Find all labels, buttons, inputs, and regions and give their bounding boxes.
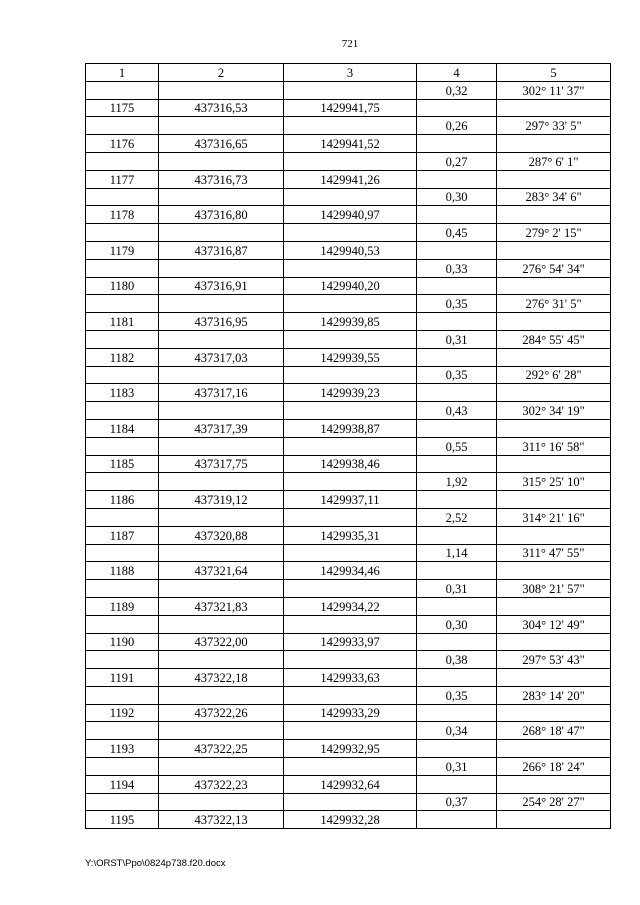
table-row [86, 206, 611, 224]
bearing-cell [497, 491, 611, 509]
bearing-cell: 311° 47' 55" [497, 544, 611, 562]
distance-cell [417, 562, 497, 580]
distance-cell: 0,31 [417, 758, 497, 776]
point-number-cell: 1176 [86, 135, 159, 153]
distance-cell [417, 526, 497, 544]
bearing-cell: 314° 21' 16" [497, 508, 611, 526]
distance-cell [417, 277, 497, 295]
bearing-cell [497, 313, 611, 331]
table-row [86, 366, 611, 384]
distance-cell: 0,27 [417, 152, 497, 170]
x-coordinate-cell [159, 758, 284, 776]
y-coordinate-cell [284, 295, 417, 313]
x-coordinate-cell: 437320,88 [159, 526, 284, 544]
x-coordinate-cell [159, 793, 284, 811]
x-coordinate-cell: 437322,13 [159, 811, 284, 829]
y-coordinate-cell: 1429933,29 [284, 704, 417, 722]
point-number-cell [86, 366, 159, 384]
point-number-cell: 1185 [86, 455, 159, 473]
y-coordinate-cell: 1429934,46 [284, 562, 417, 580]
point-number-cell: 1180 [86, 277, 159, 295]
y-coordinate-cell: 1429935,31 [284, 526, 417, 544]
bearing-cell [497, 277, 611, 295]
table-row [86, 259, 611, 277]
distance-cell [417, 597, 497, 615]
y-coordinate-cell: 1429937,11 [284, 491, 417, 509]
distance-cell: 0,35 [417, 295, 497, 313]
y-coordinate-cell [284, 437, 417, 455]
table-row [86, 615, 611, 633]
distance-cell: 0,30 [417, 188, 497, 206]
x-coordinate-cell: 437319,12 [159, 491, 284, 509]
bearing-cell [497, 562, 611, 580]
table-row [86, 313, 611, 331]
distance-cell [417, 348, 497, 366]
table-row [86, 740, 611, 758]
x-coordinate-cell [159, 508, 284, 526]
table-row [86, 473, 611, 491]
bearing-cell [497, 597, 611, 615]
x-coordinate-cell [159, 330, 284, 348]
x-coordinate-cell: 437322,25 [159, 740, 284, 758]
distance-cell: 0,32 [417, 81, 497, 99]
column-header: 4 [417, 64, 497, 82]
point-number-cell [86, 295, 159, 313]
point-number-cell [86, 544, 159, 562]
distance-cell [417, 775, 497, 793]
bearing-cell: 315° 25' 10" [497, 473, 611, 491]
bearing-cell: 287° 6' 1" [497, 152, 611, 170]
point-number-cell [86, 758, 159, 776]
bearing-cell: 308° 21' 57" [497, 580, 611, 598]
point-number-cell: 1186 [86, 491, 159, 509]
point-number-cell: 1189 [86, 597, 159, 615]
table-row [86, 437, 611, 455]
x-coordinate-cell: 437316,95 [159, 313, 284, 331]
table-row [86, 224, 611, 242]
table-row [86, 508, 611, 526]
y-coordinate-cell [284, 188, 417, 206]
y-coordinate-cell [284, 722, 417, 740]
distance-cell [417, 99, 497, 117]
bearing-cell: 297° 53' 43" [497, 651, 611, 669]
table-row [86, 402, 611, 420]
distance-cell: 0,35 [417, 686, 497, 704]
point-number-cell [86, 580, 159, 598]
distance-cell: 0,33 [417, 259, 497, 277]
y-coordinate-cell: 1429940,97 [284, 206, 417, 224]
bearing-cell [497, 348, 611, 366]
table-row [86, 330, 611, 348]
point-number-cell [86, 259, 159, 277]
x-coordinate-cell [159, 295, 284, 313]
table-row [86, 188, 611, 206]
bearing-cell: 276° 54' 34" [497, 259, 611, 277]
y-coordinate-cell: 1429941,52 [284, 135, 417, 153]
y-coordinate-cell: 1429941,26 [284, 170, 417, 188]
point-number-cell [86, 615, 159, 633]
distance-cell: 0,26 [417, 117, 497, 135]
distance-cell [417, 135, 497, 153]
x-coordinate-cell [159, 544, 284, 562]
table-row [86, 135, 611, 153]
table-row [86, 669, 611, 687]
bearing-cell [497, 455, 611, 473]
table-row [86, 704, 611, 722]
point-number-cell [86, 117, 159, 135]
table-row [86, 793, 611, 811]
point-number-cell: 1193 [86, 740, 159, 758]
distance-cell [417, 419, 497, 437]
table-row [86, 419, 611, 437]
bearing-cell [497, 99, 611, 117]
y-coordinate-cell [284, 686, 417, 704]
table-row [86, 241, 611, 259]
x-coordinate-cell: 437316,80 [159, 206, 284, 224]
table-header-row [86, 64, 611, 82]
bearing-cell: 292° 6' 28" [497, 366, 611, 384]
bearing-cell [497, 811, 611, 829]
bearing-cell [497, 740, 611, 758]
table-row [86, 384, 611, 402]
x-coordinate-cell [159, 473, 284, 491]
point-number-cell [86, 651, 159, 669]
distance-cell [417, 704, 497, 722]
distance-cell: 0,31 [417, 330, 497, 348]
point-number-cell [86, 224, 159, 242]
point-number-cell: 1183 [86, 384, 159, 402]
column-header: 5 [497, 64, 611, 82]
bearing-cell [497, 775, 611, 793]
table-row [86, 295, 611, 313]
bearing-cell: 283° 34' 6" [497, 188, 611, 206]
distance-cell: 0,37 [417, 793, 497, 811]
table-row [86, 597, 611, 615]
y-coordinate-cell [284, 259, 417, 277]
y-coordinate-cell [284, 508, 417, 526]
distance-cell: 0,55 [417, 437, 497, 455]
column-header: 1 [86, 64, 159, 82]
bearing-cell: 254° 28' 27" [497, 793, 611, 811]
y-coordinate-cell: 1429939,23 [284, 384, 417, 402]
distance-cell [417, 669, 497, 687]
x-coordinate-cell [159, 651, 284, 669]
x-coordinate-cell [159, 722, 284, 740]
bearing-cell: 297° 33' 5" [497, 117, 611, 135]
point-number-cell: 1195 [86, 811, 159, 829]
y-coordinate-cell: 1429932,64 [284, 775, 417, 793]
distance-cell: 0,34 [417, 722, 497, 740]
x-coordinate-cell: 437322,26 [159, 704, 284, 722]
distance-cell [417, 313, 497, 331]
column-header: 2 [159, 64, 284, 82]
x-coordinate-cell: 437321,64 [159, 562, 284, 580]
x-coordinate-cell: 437316,65 [159, 135, 284, 153]
y-coordinate-cell: 1429934,22 [284, 597, 417, 615]
bearing-cell [497, 419, 611, 437]
y-coordinate-cell: 1429938,87 [284, 419, 417, 437]
x-coordinate-cell [159, 615, 284, 633]
table-row [86, 811, 611, 829]
y-coordinate-cell: 1429940,53 [284, 241, 417, 259]
point-number-cell: 1191 [86, 669, 159, 687]
table-row [86, 651, 611, 669]
distance-cell: 0,38 [417, 651, 497, 669]
distance-cell: 2,52 [417, 508, 497, 526]
y-coordinate-cell [284, 330, 417, 348]
y-coordinate-cell: 1429939,55 [284, 348, 417, 366]
x-coordinate-cell: 437316,87 [159, 241, 284, 259]
point-number-cell: 1194 [86, 775, 159, 793]
bearing-cell [497, 384, 611, 402]
point-number-cell [86, 722, 159, 740]
point-number-cell [86, 508, 159, 526]
point-number-cell [86, 793, 159, 811]
x-coordinate-cell [159, 81, 284, 99]
x-coordinate-cell: 437322,23 [159, 775, 284, 793]
table-row [86, 491, 611, 509]
distance-cell [417, 491, 497, 509]
distance-cell: 0,45 [417, 224, 497, 242]
page-number: 721 [341, 38, 359, 50]
y-coordinate-cell [284, 544, 417, 562]
point-number-cell: 1182 [86, 348, 159, 366]
x-coordinate-cell: 437316,73 [159, 170, 284, 188]
column-header: 3 [284, 64, 417, 82]
y-coordinate-cell [284, 758, 417, 776]
bearing-cell [497, 241, 611, 259]
table-row [86, 455, 611, 473]
point-number-cell: 1177 [86, 170, 159, 188]
y-coordinate-cell [284, 402, 417, 420]
point-number-cell: 1179 [86, 241, 159, 259]
table-row [86, 580, 611, 598]
distance-cell [417, 811, 497, 829]
point-number-cell [86, 81, 159, 99]
distance-cell [417, 170, 497, 188]
bearing-cell: 276° 31' 5" [497, 295, 611, 313]
point-number-cell: 1175 [86, 99, 159, 117]
table-row [86, 526, 611, 544]
y-coordinate-cell [284, 473, 417, 491]
bearing-cell [497, 704, 611, 722]
point-number-cell [86, 152, 159, 170]
x-coordinate-cell [159, 152, 284, 170]
y-coordinate-cell [284, 651, 417, 669]
table-row [86, 686, 611, 704]
bearing-cell: 266° 18' 24" [497, 758, 611, 776]
x-coordinate-cell: 437317,75 [159, 455, 284, 473]
bearing-cell [497, 170, 611, 188]
distance-cell: 0,43 [417, 402, 497, 420]
bearing-cell: 283° 14' 20" [497, 686, 611, 704]
y-coordinate-cell [284, 793, 417, 811]
point-number-cell: 1190 [86, 633, 159, 651]
bearing-cell [497, 206, 611, 224]
x-coordinate-cell: 437322,00 [159, 633, 284, 651]
point-number-cell: 1178 [86, 206, 159, 224]
bearing-cell [497, 526, 611, 544]
point-number-cell: 1188 [86, 562, 159, 580]
y-coordinate-cell [284, 224, 417, 242]
table-row [86, 562, 611, 580]
x-coordinate-cell: 437317,03 [159, 348, 284, 366]
table-row [86, 99, 611, 117]
bearing-cell: 302° 34' 19" [497, 402, 611, 420]
x-coordinate-cell [159, 366, 284, 384]
distance-cell: 0,31 [417, 580, 497, 598]
point-number-cell: 1181 [86, 313, 159, 331]
distance-cell [417, 633, 497, 651]
distance-cell: 0,35 [417, 366, 497, 384]
coordinates-table [85, 63, 611, 829]
y-coordinate-cell: 1429933,63 [284, 669, 417, 687]
x-coordinate-cell: 437322,18 [159, 669, 284, 687]
y-coordinate-cell [284, 580, 417, 598]
point-number-cell [86, 437, 159, 455]
distance-cell [417, 384, 497, 402]
point-number-cell: 1192 [86, 704, 159, 722]
table-row [86, 81, 611, 99]
point-number-cell [86, 473, 159, 491]
y-coordinate-cell [284, 81, 417, 99]
x-coordinate-cell: 437316,53 [159, 99, 284, 117]
distance-cell [417, 241, 497, 259]
bearing-cell [497, 135, 611, 153]
table-row [86, 544, 611, 562]
bearing-cell: 302° 11' 37" [497, 81, 611, 99]
x-coordinate-cell: 437317,16 [159, 384, 284, 402]
table-row [86, 117, 611, 135]
y-coordinate-cell: 1429938,46 [284, 455, 417, 473]
point-number-cell: 1187 [86, 526, 159, 544]
x-coordinate-cell [159, 117, 284, 135]
bearing-cell: 304° 12' 49" [497, 615, 611, 633]
table-row [86, 348, 611, 366]
distance-cell [417, 740, 497, 758]
bearing-cell: 284° 55' 45" [497, 330, 611, 348]
distance-cell [417, 206, 497, 224]
x-coordinate-cell [159, 188, 284, 206]
table-row [86, 722, 611, 740]
file-path-footer: Y:\ORST\Ppo\0824p738.f20.docx [85, 858, 226, 869]
y-coordinate-cell [284, 366, 417, 384]
x-coordinate-cell [159, 580, 284, 598]
bearing-cell: 279° 2' 15" [497, 224, 611, 242]
y-coordinate-cell: 1429941,75 [284, 99, 417, 117]
x-coordinate-cell [159, 686, 284, 704]
table-row [86, 170, 611, 188]
x-coordinate-cell: 437321,83 [159, 597, 284, 615]
y-coordinate-cell [284, 152, 417, 170]
point-number-cell [86, 330, 159, 348]
y-coordinate-cell: 1429932,28 [284, 811, 417, 829]
table-row [86, 633, 611, 651]
point-number-cell [86, 686, 159, 704]
distance-cell: 1,92 [417, 473, 497, 491]
distance-cell: 1,14 [417, 544, 497, 562]
y-coordinate-cell: 1429940,20 [284, 277, 417, 295]
table-row [86, 277, 611, 295]
y-coordinate-cell: 1429932,95 [284, 740, 417, 758]
x-coordinate-cell [159, 402, 284, 420]
table-row [86, 152, 611, 170]
x-coordinate-cell [159, 259, 284, 277]
bearing-cell [497, 633, 611, 651]
bearing-cell [497, 669, 611, 687]
table-row [86, 775, 611, 793]
x-coordinate-cell [159, 224, 284, 242]
y-coordinate-cell: 1429933,97 [284, 633, 417, 651]
y-coordinate-cell [284, 117, 417, 135]
point-number-cell [86, 402, 159, 420]
distance-cell [417, 455, 497, 473]
point-number-cell [86, 188, 159, 206]
y-coordinate-cell: 1429939,85 [284, 313, 417, 331]
x-coordinate-cell [159, 437, 284, 455]
x-coordinate-cell: 437316,91 [159, 277, 284, 295]
point-number-cell: 1184 [86, 419, 159, 437]
table-row [86, 758, 611, 776]
x-coordinate-cell: 437317,39 [159, 419, 284, 437]
y-coordinate-cell [284, 615, 417, 633]
distance-cell: 0,30 [417, 615, 497, 633]
bearing-cell: 311° 16' 58" [497, 437, 611, 455]
bearing-cell: 268° 18' 47" [497, 722, 611, 740]
